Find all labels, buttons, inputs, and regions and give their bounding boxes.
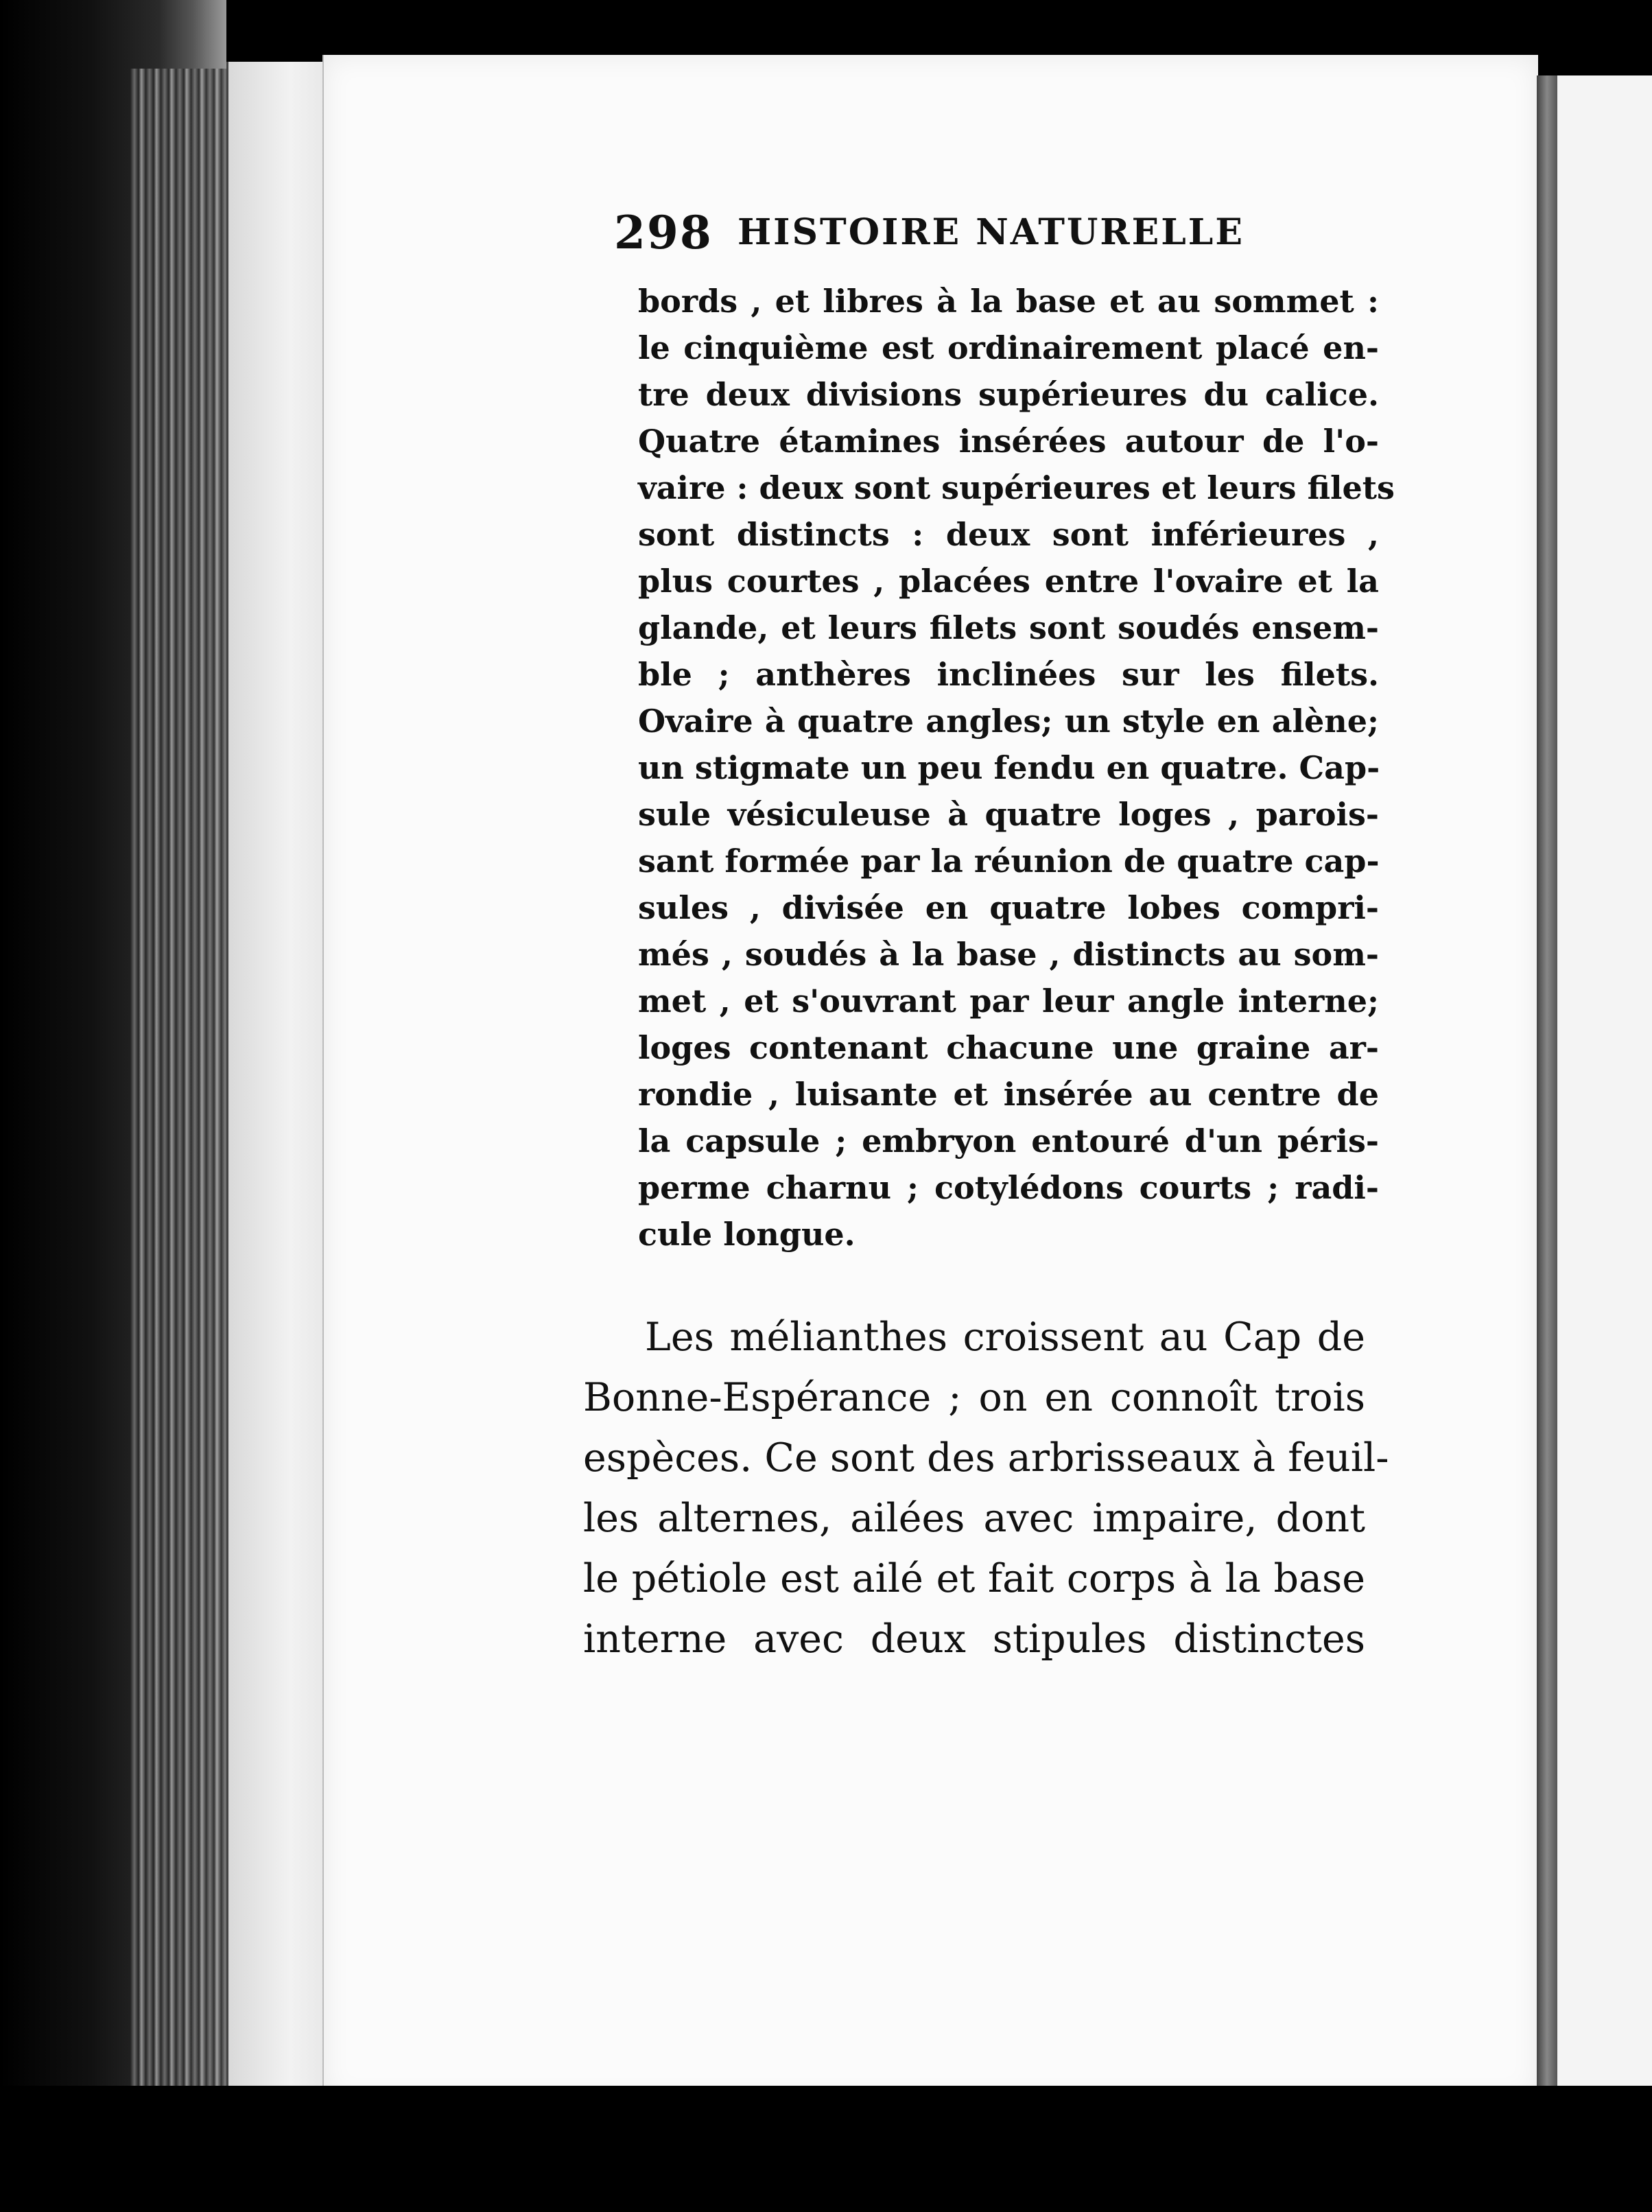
text-line: bords , et libres à la base et au sommet : [638,283,1379,320]
text-line: rondie , luisante et insérée au centre de [638,1076,1379,1113]
text-line: perme charnu ; cotylédons courts ; radi- [638,1169,1379,1206]
body-paragraph [583,1307,1389,1669]
text-line: le pétiole est ailé et fait corps à la base [583,1556,1365,1601]
facing-page-sliver [1557,75,1652,2086]
scan-bottom-border [0,2086,1652,2212]
text-line: Les mélianthes croissent au Cap de [645,1315,1365,1360]
text-line: la capsule ; embryon entouré d'un péris- [638,1122,1379,1160]
running-header [614,206,1396,268]
text-line: espèces. Ce sont des arbrisseaux à feuil- [583,1435,1389,1481]
text-line: vaire : deux sont supérieures et leurs filets [638,469,1395,506]
text-line: met , et s'ouvrant par leur angle interne; [638,983,1379,1020]
text-line: loges contenant chacune une graine ar- [638,1029,1379,1066]
text-line: sant formée par la réunion de quatre cap- [638,843,1380,880]
text-line: Ovaire à quatre angles; un style en alène; [638,703,1379,740]
text-line: un stigmate un peu fendu en quatre. Cap- [638,749,1380,786]
text-line: sule vésiculeuse à quatre loges , parois- [638,796,1379,833]
text-line: Quatre étamines insérées autour de l'o- [638,423,1379,460]
botanical-description-paragraph [638,278,1395,1258]
text-line: més , soudés à la base , distincts au som- [638,936,1379,973]
text-line: le cinquième est ordinairement placé en- [638,329,1379,366]
text-line: sules , divisée en quatre lobes compri- [638,889,1379,926]
text-line: ble ; anthères inclinées sur les filets. [638,656,1379,693]
text-line: cule longue. [638,1216,856,1253]
binding-texture [130,69,233,2093]
text-line: sont distincts : deux sont inférieures , [638,516,1379,553]
text-line: plus courtes , placées entre l'ovaire et la [638,563,1379,600]
scan-top-border [0,0,1652,55]
right-page-edge [1537,75,1557,2086]
text-line: glande, et leurs filets sont soudés ensem- [638,609,1379,646]
text-line: tre deux divisions supérieures du calice. [638,376,1379,413]
text-line: interne avec deux stipules distinctes [583,1616,1365,1662]
page-number: 298 [614,206,713,259]
running-title: HISTOIRE NATURELLE [738,211,1244,253]
page-edges [226,62,331,2086]
text-line: Bonne-Espérance ; on en connoît trois [583,1375,1365,1420]
text-line: les alternes, ailées avec impaire, dont [583,1496,1365,1541]
